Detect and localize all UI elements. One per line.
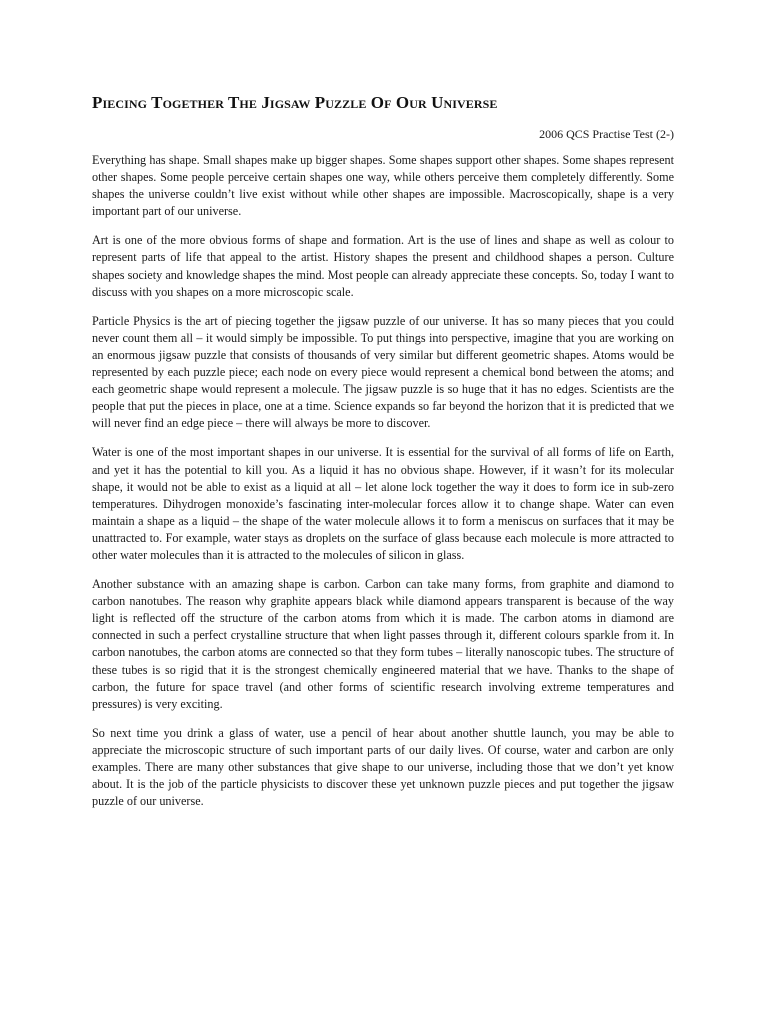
paragraph: Another substance with an amazing shape is carbon. Carbon can take many forms, from graphite and diamond to carbon nanotubes. The reason why graphite appears black while diamond appears transparent is because of the way light is reflected off the structure of the carbon atoms from which it is made. The carbon atoms in diamond are connected in such a perfect crystalline structure that when light passes through it, different colours sparkle from it. In carbon nanotubes, the carbon atoms are connected so that they form tubes – literally nanoscopic tubes. The structure of these tubes is so rigid that it is the strongest chemically engineered material that we have. Thanks to the shape of carbon, the future for space travel (and other forms of scientific research involving extreme temperatures and pressures) is very exciting. <box>92 577 674 711</box>
paragraph: Everything has shape. Small shapes make up bigger shapes. Some shapes support other shapes. Some shapes represent other shapes. Some people perceive certain shapes one way, while others perceive them completely differently. Some shapes the universe couldn’t live exist without while other shapes are impossible. Macroscopically, shape is a very important part of our universe. <box>92 153 674 219</box>
document-body <box>92 92 674 822</box>
document-title: Piecing Together The Jigsaw Puzzle Of Our Universe <box>92 93 498 112</box>
paragraph: Water is one of the most important shapes in our universe. It is essential for the survival of all forms of life on Earth, and yet it has the potential to kill you. As a liquid it has no obvious shape. However, if it wasn’t for its molecular shape, it would not be able to exist as a liquid at all – let alone lock together the way it does to form ice in sub-zero temperatures. Dihydrogen monoxide’s fascinating inter-molecular forces allow it to change shape. Water can even maintain a shape as a liquid – the shape of the water molecule allows it to form a meniscus on surfaces that it may be unattracted to. For example, water stays as droplets on the surface of glass because each molecule is more attracted to other water molecules than it is attracted to the molecules of silicon in glass. <box>92 445 674 562</box>
paragraph: Art is one of the more obvious forms of shape and formation. Art is the use of lines and shape as well as colour to represent parts of life that appeal to the artist. History shapes the present and childhood shapes a person. Culture shapes society and knowledge shapes the mind. Most people can already appreciate these concepts. So, today I want to discuss with you shapes on a more microscopic scale. <box>92 233 674 299</box>
paragraph: So next time you drink a glass of water, use a pencil of hear about another shuttle launch, you may be able to appreciate the microscopic structure of such important parts of our daily lives. Of course, water and carbon are only examples. There are many other substances that give shape to our universe, including those that we don’t yet know about. It is the job of the particle physicists to discover these yet unknown puzzle pieces and put together the jigsaw puzzle of our universe. <box>92 725 674 809</box>
document-subtitle: 2006 QCS Practise Test (2-) <box>539 127 674 141</box>
paragraph: Particle Physics is the art of piecing together the jigsaw puzzle of our universe. It has so many pieces that you could never count them all – it would simply be impossible. To put things into perspective, imagine that you are working on an enormous jigsaw puzzle that consists of thousands of very similar but different geometric shapes. Atoms would be represented by each puzzle piece; each node on every piece would represent a chemical bond between the atoms; and each geometric shape would represent a molecule. The jigsaw puzzle is so huge that it has no edges. Scientists are the people that put the pieces in place, one at a time. Science expands so far beyond the horizon that it is predicted that we will never find an edge piece – there will always be more to discover. <box>92 313 674 431</box>
